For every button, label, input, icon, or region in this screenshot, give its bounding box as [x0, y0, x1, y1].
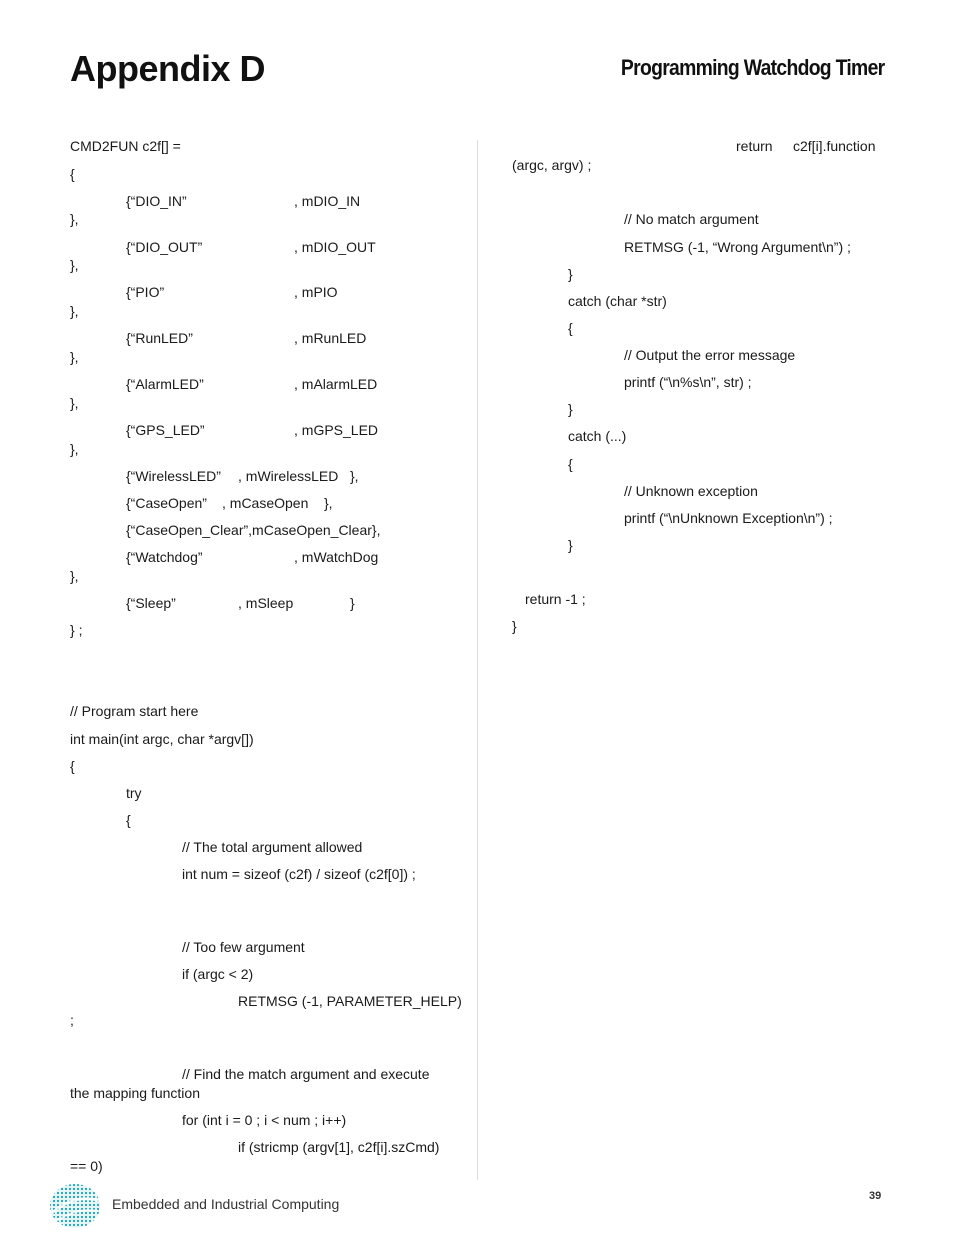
code-line: try [126, 785, 142, 801]
code-line: }, [70, 441, 79, 457]
code-line: { [568, 456, 573, 472]
code-line: , mCaseOpen [222, 495, 309, 511]
code-line: , mAlarmLED [294, 376, 378, 392]
code-line: RETMSG (-1, PARAMETER_HELP) [238, 993, 462, 1009]
code-line: RETMSG (-1, “Wrong Argument\n”) ; [624, 239, 851, 255]
code-line: }, [70, 303, 79, 319]
code-line: , mWirelessLED [238, 468, 339, 484]
globe-logo-icon [48, 1183, 104, 1229]
code-line: {“AlarmLED” [126, 376, 204, 392]
code-line: , mSleep [238, 595, 294, 611]
page-number: 39 [869, 1190, 882, 1202]
code-line: }, [70, 568, 79, 584]
code-line: {“Watchdog” [126, 549, 203, 565]
code-line: int num = sizeof (c2f) / sizeof (c2f[0]) ; [182, 866, 416, 882]
code-line: (argc, argv) ; [512, 157, 592, 173]
code-comment: // Program start here [70, 703, 199, 719]
code-comment: the mapping function [70, 1085, 200, 1101]
code-line: , mPIO [294, 284, 338, 300]
code-line: CMD2FUN c2f[] = [70, 138, 181, 154]
code-line: {“DIO_IN” [126, 193, 187, 209]
code-line: { [568, 320, 573, 336]
code-comment: // No match argument [624, 211, 759, 227]
code-line: } [512, 618, 517, 634]
code-line: int main(int argc, char *argv[]) [70, 731, 254, 747]
code-line: ; [70, 1012, 74, 1028]
code-line: printf (“\n%s\n”, str) ; [624, 374, 752, 390]
code-line: {“CaseOpen” [126, 495, 207, 511]
code-line: {“Sleep” [126, 595, 176, 611]
appendix-title: Appendix D [70, 48, 266, 89]
code-comment: // Find the match argument and execute [182, 1066, 430, 1082]
code-line: }, [350, 468, 359, 484]
code-line: , mWatchDog [294, 549, 379, 565]
code-line: , mDIO_OUT [294, 239, 376, 255]
code-line: { [70, 758, 75, 774]
code-line: { [126, 812, 131, 828]
code-line: {“CaseOpen_Clear”,mCaseOpen_Clear}, [126, 522, 381, 538]
code-comment: // Unknown exception [624, 483, 758, 499]
section-title: Programming Watchdog Timer [620, 55, 884, 80]
code-line: catch (char *str) [568, 293, 667, 309]
code-line: , mRunLED [294, 330, 367, 346]
code-line: == 0) [70, 1158, 103, 1174]
code-line: printf (“\nUnknown Exception\n”) ; [624, 510, 833, 526]
code-line: }, [70, 349, 79, 365]
code-comment: // Output the error message [624, 347, 796, 363]
code-line: for (int i = 0 ; i < num ; i++) [182, 1112, 347, 1128]
code-line: } [350, 595, 355, 611]
code-line: return [736, 138, 773, 154]
code-line: { [70, 166, 75, 182]
code-line: {“WirelessLED” [126, 468, 221, 484]
code-line: catch (...) [568, 428, 627, 444]
code-line: }, [70, 211, 79, 227]
code-line: return -1 ; [525, 591, 586, 607]
footer-company-name: Embedded and Industrial Computing [112, 1196, 340, 1212]
code-line: , mDIO_IN [294, 193, 361, 209]
code-line: {“DIO_OUT” [126, 239, 203, 255]
code-line: {“GPS_LED” [126, 422, 205, 438]
code-line: c2f[i].function [793, 138, 876, 154]
code-line: } [568, 401, 573, 417]
code-line: if (argc < 2) [182, 966, 254, 982]
column-divider [477, 140, 478, 1180]
code-line: } ; [70, 622, 83, 638]
code-comment: // Too few argument [182, 939, 305, 955]
code-line: }, [70, 257, 79, 273]
code-line: } [568, 537, 573, 553]
code-line: if (stricmp (argv[1], c2f[i].szCmd) [238, 1139, 440, 1155]
code-comment: // The total argument allowed [182, 839, 363, 855]
code-line: } [568, 266, 573, 282]
code-line: {“RunLED” [126, 330, 193, 346]
code-line: }, [70, 395, 79, 411]
code-line: , mGPS_LED [294, 422, 379, 438]
code-line: }, [324, 495, 333, 511]
code-line: {“PIO” [126, 284, 165, 300]
